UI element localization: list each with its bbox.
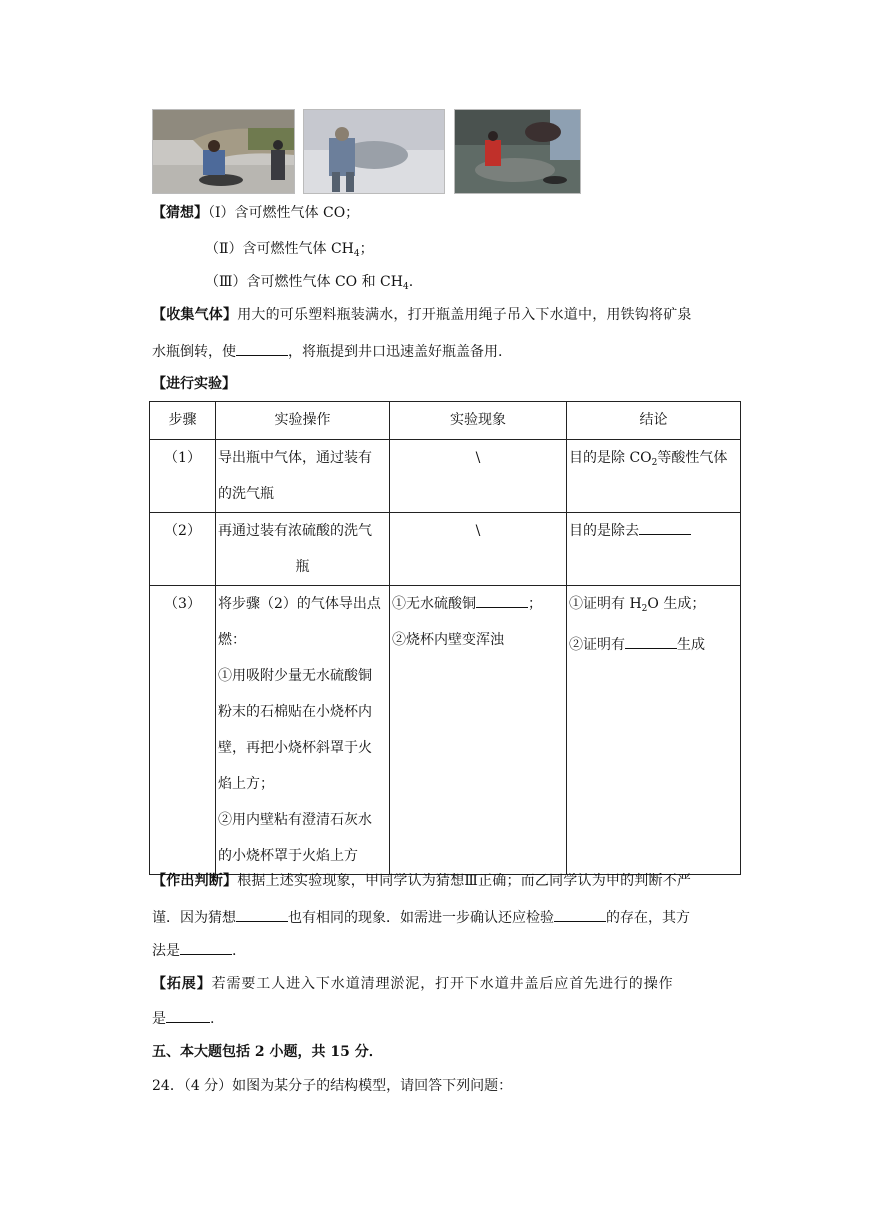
collect-label: 【收集气体】 — [152, 307, 238, 323]
phenomenon-cell: \ — [390, 440, 567, 513]
guess-line-3: （Ⅲ）含可燃性气体 CO 和 $CH_4$. — [205, 274, 414, 292]
judge-line-1: 【作出判断】根据上述实验现象，甲同学认为猜想Ⅲ正确；而乙同学认为甲的判断不严 — [152, 873, 692, 889]
answer-blank-check[interactable] — [554, 907, 606, 922]
guess-line-1 — [152, 203, 359, 223]
hypothesis-2: （Ⅱ）含可燃性气体 CH — [205, 241, 354, 257]
experiment-table — [149, 401, 741, 875]
collect-line-1: 【收集气体】用大的可乐塑料瓶装满水，打开瓶盖用绳子吊入下水道中，用铁钩将矿泉 — [152, 307, 692, 323]
phenomenon-cell: ①无水硫酸铜 ； ②烧杯内壁变浑浊 — [390, 586, 567, 875]
answer-blank-remove[interactable] — [639, 520, 691, 535]
step-cell: （1） — [150, 440, 216, 513]
experiment-label: 【进行实验】 — [152, 376, 236, 392]
operation-cell: 将步骤（2）的气体导出点 燃： ①用吸附少量无水硫酸铜 粉末的石棉贴在小烧杯内 壁，再把小烧杯斜罩于火 焰上方； ②用内壁粘有澄清石灰水 的小烧杯罩于火焰上方 — [216, 586, 390, 875]
hypothesis-1: （Ⅰ）含可燃性气体 CO； — [208, 205, 360, 221]
extend-line-1: 【拓展】若需要工人进入下水道清理淤泥，打开下水道井盖后应首先进行的操作 — [152, 976, 674, 992]
conclusion-cell: ①证明有 $H_2O$ 生成； ②证明有 生成 — [567, 586, 741, 875]
header-operation: 实验操作 — [216, 402, 390, 440]
photo-worker-2 — [303, 109, 445, 194]
photo-worker-1 — [152, 109, 295, 194]
judge-line-3: 法是 . — [152, 940, 236, 961]
step-cell: （3） — [150, 586, 216, 875]
step-cell: （2） — [150, 513, 216, 586]
conclusion-cell: 目的是除 $CO_2$等酸性气体 — [567, 440, 741, 513]
extend-label: 【拓展】 — [152, 976, 212, 992]
phenomenon-cell: \ — [390, 513, 567, 586]
answer-blank-collect[interactable] — [236, 341, 288, 356]
table-row — [150, 440, 741, 513]
operation-cell: 导出瓶中气体，通过装有 的洗气瓶 — [216, 440, 390, 513]
answer-blank-copper-sulfate[interactable] — [476, 593, 528, 608]
extend-line-2: 是 . — [152, 1008, 214, 1029]
guess-label: 【猜想】 — [152, 205, 208, 221]
answer-blank-operation[interactable] — [166, 1008, 210, 1023]
header-step: 步骤 — [150, 402, 216, 440]
header-phenomenon: 实验现象 — [390, 402, 567, 440]
hypothesis-3: （Ⅲ）含可燃性气体 CO 和 CH — [205, 274, 403, 290]
operation-cell: 再通过装有浓硫酸的洗气 瓶 — [216, 513, 390, 586]
judge-label: 【作出判断】 — [152, 873, 238, 889]
photo-worker-3 — [454, 109, 581, 194]
judge-line-2: 谨．因为猜想 也有相同的现象．如需进一步确认还应检验 的存在，其方 — [152, 907, 690, 928]
header-conclusion: 结论 — [567, 402, 741, 440]
answer-blank-product[interactable] — [625, 634, 677, 649]
answer-blank-hypothesis[interactable] — [236, 907, 288, 922]
section-heading: 五、本大题包括 2 小题，共 15 分． — [152, 1044, 383, 1060]
collect-line-2: 水瓶倒转，使 ，将瓶提到井口迅速盖好瓶盖备用. — [152, 341, 502, 362]
question-24: 24．（4 分）如图为某分子的结构模型，请回答下列问题： — [152, 1078, 513, 1094]
table-header-row — [150, 402, 741, 440]
table-row — [150, 513, 741, 586]
conclusion-cell: 目的是除去 — [567, 513, 741, 586]
table-row — [150, 586, 741, 875]
answer-blank-method[interactable] — [180, 940, 232, 955]
guess-line-2: （Ⅱ）含可燃性气体 $CH_4$； — [205, 241, 374, 259]
